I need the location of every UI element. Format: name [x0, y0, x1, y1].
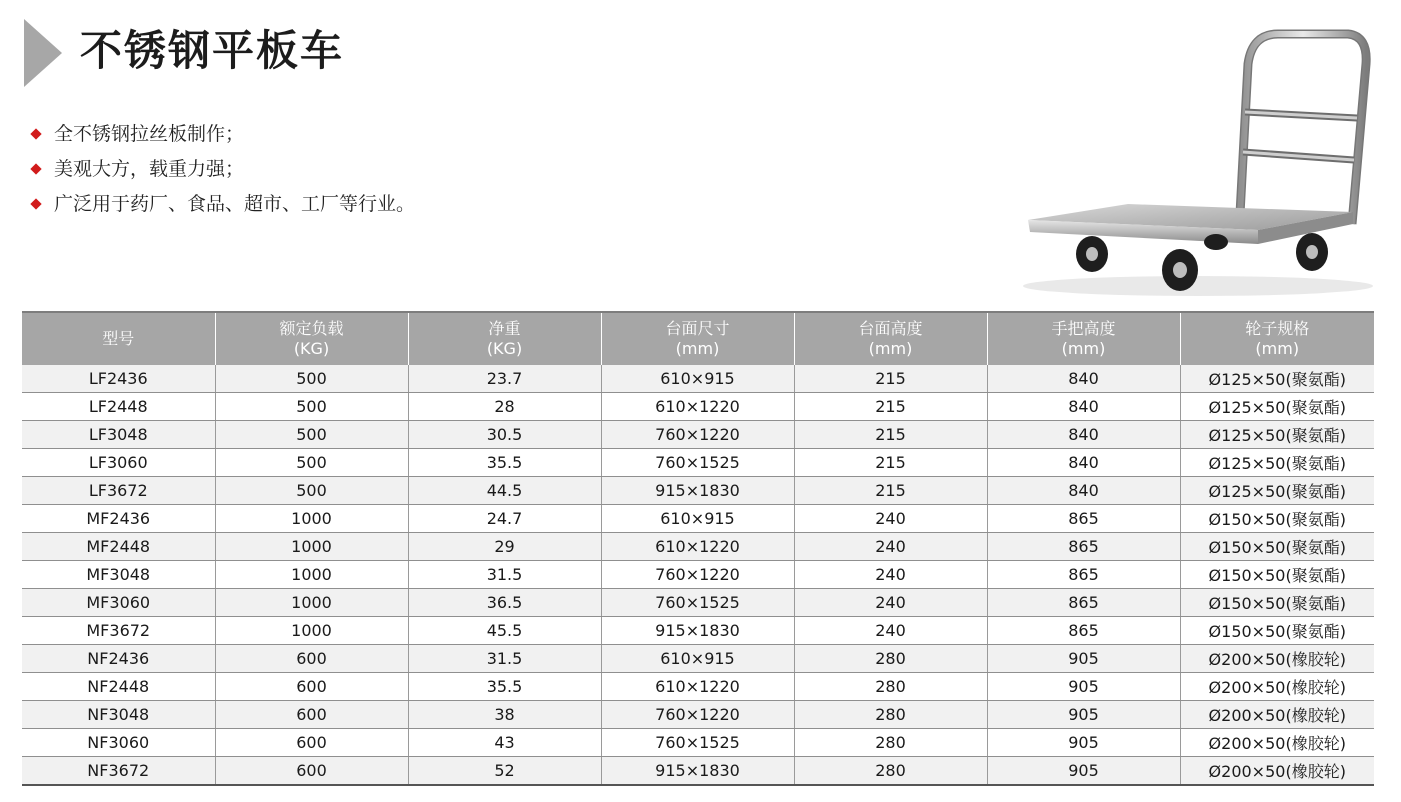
table-cell: 280: [794, 757, 987, 786]
table-cell: NF3048: [22, 701, 215, 729]
table-cell: NF3672: [22, 757, 215, 786]
table-cell: 215: [794, 449, 987, 477]
table-row: [22, 421, 1374, 449]
table-cell: 31.5: [408, 645, 601, 673]
table-cell: 215: [794, 477, 987, 505]
feature-text: 美观大方，载重力强；: [54, 157, 245, 180]
table-row: [22, 477, 1374, 505]
column-header-label: 手把高度: [1051, 319, 1116, 338]
table-cell: 44.5: [408, 477, 601, 505]
table-cell: Ø125×50(聚氨酯): [1180, 365, 1374, 393]
table-cell: 1000: [215, 561, 408, 589]
table-cell: 38: [408, 701, 601, 729]
column-header-label: 型号: [102, 329, 135, 348]
table-cell: 865: [987, 561, 1180, 589]
column-header-label: 额定负载: [279, 319, 344, 338]
table-cell: 1000: [215, 533, 408, 561]
table-cell: Ø200×50(橡胶轮): [1180, 673, 1374, 701]
table-cell: 905: [987, 645, 1180, 673]
table-cell: 610×915: [601, 505, 794, 533]
table-cell: 760×1525: [601, 729, 794, 757]
column-header-label: 台面高度: [858, 319, 923, 338]
table-cell: 215: [794, 421, 987, 449]
table-cell: Ø200×50(橡胶轮): [1180, 757, 1374, 786]
table-cell: 610×915: [601, 645, 794, 673]
table-cell: 600: [215, 757, 408, 786]
diamond-bullet-icon: [30, 163, 41, 174]
table-cell: 36.5: [408, 589, 601, 617]
table-cell: 31.5: [408, 561, 601, 589]
table-cell: 52: [408, 757, 601, 786]
table-cell: 29: [408, 533, 601, 561]
table-cell: 35.5: [408, 673, 601, 701]
table-cell: NF3060: [22, 729, 215, 757]
table-cell: 610×1220: [601, 533, 794, 561]
table-cell: 915×1830: [601, 617, 794, 645]
table-cell: 1000: [215, 589, 408, 617]
table-cell: 280: [794, 645, 987, 673]
table-cell: 865: [987, 589, 1180, 617]
table-cell: 215: [794, 365, 987, 393]
table-cell: 1000: [215, 617, 408, 645]
column-header-label: 台面尺寸: [665, 319, 730, 338]
table-cell: 760×1220: [601, 561, 794, 589]
table-cell: 280: [794, 701, 987, 729]
table-cell: 865: [987, 617, 1180, 645]
table-cell: Ø150×50(聚氨酯): [1180, 589, 1374, 617]
table-cell: 43: [408, 729, 601, 757]
table-row: [22, 533, 1374, 561]
table-body: [22, 365, 1374, 785]
title-arrow-icon: [24, 19, 62, 87]
table-cell: 840: [987, 365, 1180, 393]
column-header-unit: (KG): [486, 339, 523, 358]
feature-text: 广泛用于药厂、食品、超市、工厂等行业。: [54, 192, 416, 215]
table-cell: Ø150×50(聚氨酯): [1180, 505, 1374, 533]
table-cell: 600: [215, 673, 408, 701]
table-cell: 915×1830: [601, 757, 794, 786]
table-cell: 24.7: [408, 505, 601, 533]
table-cell: 600: [215, 645, 408, 673]
table-cell: 865: [987, 533, 1180, 561]
table-row: [22, 449, 1374, 477]
page-title: 不锈钢平板车: [80, 26, 345, 75]
feature-item: [30, 116, 415, 151]
column-header: [794, 312, 987, 365]
table-cell: 865: [987, 505, 1180, 533]
spec-table: [22, 311, 1374, 786]
table-cell: NF2448: [22, 673, 215, 701]
column-header: [215, 312, 408, 365]
table-cell: Ø125×50(聚氨酯): [1180, 393, 1374, 421]
table-cell: 500: [215, 365, 408, 393]
table-cell: 600: [215, 701, 408, 729]
table-cell: 215: [794, 393, 987, 421]
feature-item: [30, 186, 415, 221]
column-header-unit: (mm): [1255, 339, 1300, 358]
feature-list: [30, 116, 415, 221]
table-row: [22, 617, 1374, 645]
table-cell: 500: [215, 477, 408, 505]
table-row: [22, 729, 1374, 757]
table-cell: 500: [215, 393, 408, 421]
table-cell: 240: [794, 533, 987, 561]
table-cell: 905: [987, 757, 1180, 786]
table-cell: 35.5: [408, 449, 601, 477]
table-row: [22, 673, 1374, 701]
feature-text: 全不锈钢拉丝板制作；: [54, 122, 245, 145]
table-cell: Ø200×50(橡胶轮): [1180, 729, 1374, 757]
table-row: [22, 589, 1374, 617]
table-cell: MF3048: [22, 561, 215, 589]
table-cell: Ø125×50(聚氨酯): [1180, 477, 1374, 505]
table-cell: 240: [794, 617, 987, 645]
table-cell: 600: [215, 729, 408, 757]
table-cell: MF2448: [22, 533, 215, 561]
table-row: [22, 505, 1374, 533]
table-cell: Ø150×50(聚氨酯): [1180, 533, 1374, 561]
table-row: [22, 561, 1374, 589]
table-cell: 610×915: [601, 365, 794, 393]
diamond-bullet-icon: [30, 198, 41, 209]
table-cell: 905: [987, 729, 1180, 757]
table-row: [22, 365, 1374, 393]
table-cell: Ø200×50(橡胶轮): [1180, 701, 1374, 729]
table-cell: 280: [794, 729, 987, 757]
table-cell: 840: [987, 449, 1180, 477]
column-header: [1180, 312, 1374, 365]
table-cell: 240: [794, 561, 987, 589]
table-cell: 280: [794, 673, 987, 701]
column-header: [22, 312, 215, 365]
table-cell: LF2436: [22, 365, 215, 393]
table-cell: 840: [987, 421, 1180, 449]
table-cell: 23.7: [408, 365, 601, 393]
table-cell: 840: [987, 477, 1180, 505]
table-row: [22, 645, 1374, 673]
table-cell: 760×1220: [601, 421, 794, 449]
table-cell: 905: [987, 701, 1180, 729]
table-cell: Ø150×50(聚氨酯): [1180, 561, 1374, 589]
table-cell: 905: [987, 673, 1180, 701]
table-cell: 500: [215, 449, 408, 477]
column-header: [601, 312, 794, 365]
table-row: [22, 757, 1374, 786]
table-cell: Ø150×50(聚氨酯): [1180, 617, 1374, 645]
table-cell: Ø125×50(聚氨酯): [1180, 421, 1374, 449]
flatbed-cart-image: [1008, 24, 1383, 306]
diamond-bullet-icon: [30, 128, 41, 139]
table-cell: 840: [987, 393, 1180, 421]
table-cell: LF3060: [22, 449, 215, 477]
column-header-unit: (KG): [293, 339, 330, 358]
table-cell: 28: [408, 393, 601, 421]
table-header-row: [22, 312, 1374, 365]
table-cell: LF3672: [22, 477, 215, 505]
table-cell: 30.5: [408, 421, 601, 449]
table-cell: 500: [215, 421, 408, 449]
table-cell: 610×1220: [601, 673, 794, 701]
table-cell: 915×1830: [601, 477, 794, 505]
column-header-unit: (mm): [868, 339, 913, 358]
feature-item: [30, 151, 415, 186]
table-cell: 760×1525: [601, 589, 794, 617]
table-cell: 760×1220: [601, 701, 794, 729]
table-cell: 240: [794, 589, 987, 617]
table-cell: 240: [794, 505, 987, 533]
column-header-unit: (mm): [675, 339, 720, 358]
table-cell: 1000: [215, 505, 408, 533]
table-cell: 610×1220: [601, 393, 794, 421]
table-cell: MF3060: [22, 589, 215, 617]
column-header: [408, 312, 601, 365]
table-cell: MF2436: [22, 505, 215, 533]
table-cell: LF2448: [22, 393, 215, 421]
column-header-unit: (mm): [1061, 339, 1106, 358]
table-cell: MF3672: [22, 617, 215, 645]
table-cell: Ø200×50(橡胶轮): [1180, 645, 1374, 673]
table-cell: 45.5: [408, 617, 601, 645]
table-cell: Ø125×50(聚氨酯): [1180, 449, 1374, 477]
table-cell: NF2436: [22, 645, 215, 673]
table-row: [22, 393, 1374, 421]
column-header-label: 轮子规格: [1245, 319, 1310, 338]
column-header: [987, 312, 1180, 365]
table-cell: 760×1525: [601, 449, 794, 477]
column-header-label: 净重: [488, 319, 521, 338]
table-cell: LF3048: [22, 421, 215, 449]
table-row: [22, 701, 1374, 729]
